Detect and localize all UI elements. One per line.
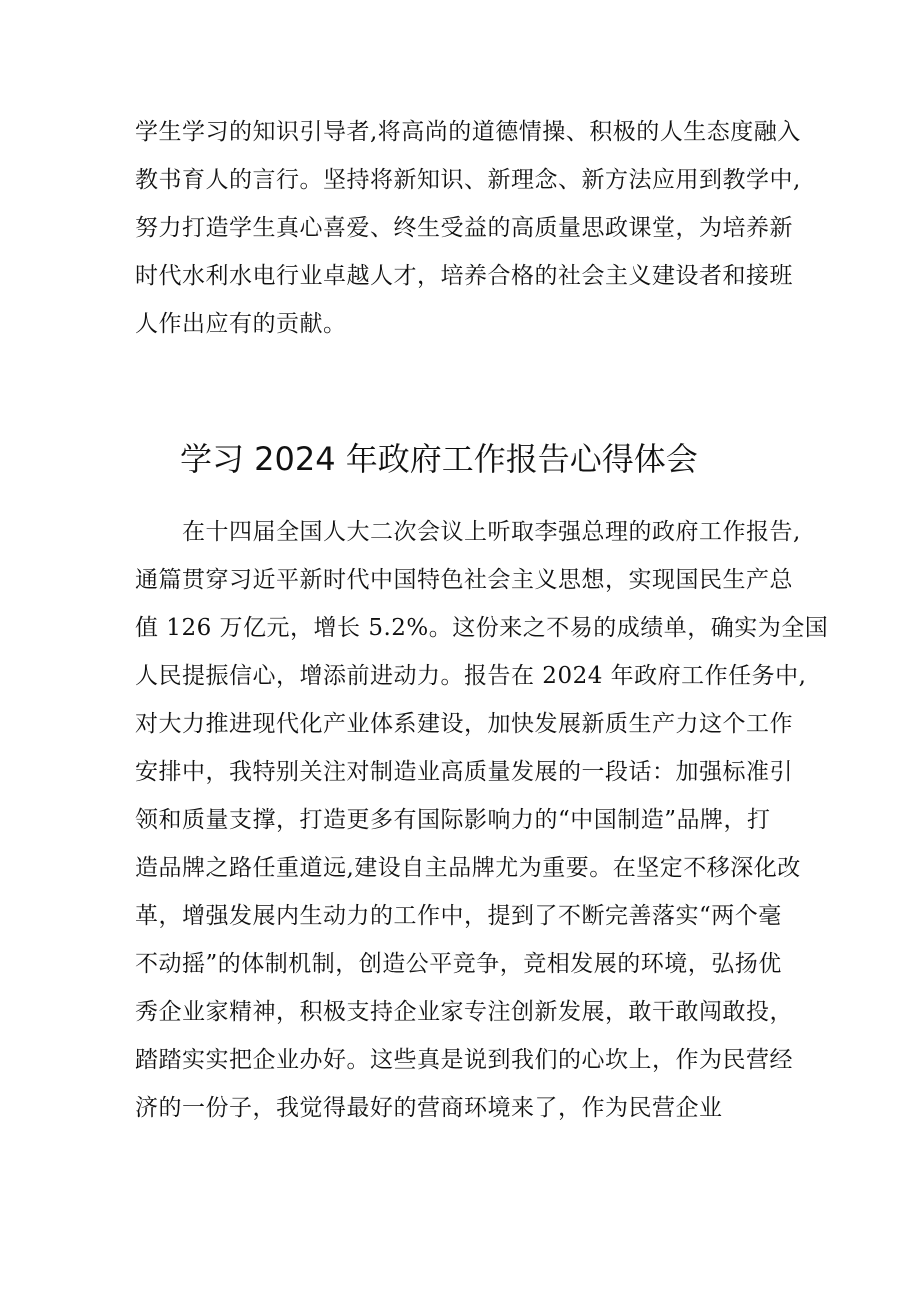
body-line: 安排中，我特别关注对制造业高质量发展的一段话：加强标准引 bbox=[135, 759, 793, 785]
body-line: 在十四届全国人大二次会议上听取李强总理的政府工作报告, bbox=[182, 519, 801, 545]
article-title: 学习 2024 年政府工作报告心得体会 bbox=[180, 440, 698, 479]
body-line: 人民提振信心，增添前进动力。报告在 2024 年政府工作任务中, bbox=[135, 663, 807, 689]
body-line: 济的一份子，我觉得最好的营商环境来了，作为民营企业 bbox=[135, 1095, 723, 1121]
lead-paragraph bbox=[135, 108, 801, 348]
body-line: 革，增强发展内生动力的工作中，提到了不断完善落实“两个毫 bbox=[135, 903, 782, 929]
body-line: 值 126 万亿元，增长 5.2%。这份来之不易的成绩单，确实为全国 bbox=[135, 615, 829, 641]
body-line: 踏踏实实把企业办好。这些真是说到我们的心坎上，作为民营经 bbox=[135, 1047, 793, 1073]
body-line: 造品牌之路任重道远,建设自主品牌尤为重要。在坚定不移深化改 bbox=[135, 855, 801, 881]
body-line: 不动摇”的体制机制，创造公平竞争，竞相发展的环境，弘扬优 bbox=[135, 951, 782, 977]
lead-line: 人作出应有的贡献。 bbox=[135, 311, 347, 337]
body-line: 通篇贯穿习近平新时代中国特色社会主义思想，实现国民生产总 bbox=[135, 567, 793, 593]
body-line: 领和质量支撑，打造更多有国际影响力的“中国制造”品牌，打 bbox=[135, 807, 771, 833]
body-line: 对大力推进现代化产业体系建设，加快发展新质生产力这个工作 bbox=[135, 711, 793, 737]
lead-line: 教书育人的言行。坚持将新知识、新理念、新方法应用到教学中, bbox=[135, 167, 801, 193]
lead-line: 时代水利水电行业卓越人才，培养合格的社会主义建设者和接班 bbox=[135, 263, 793, 289]
lead-line: 学生学习的知识引导者,将高尚的道德情操、积极的人生态度融入 bbox=[135, 119, 801, 145]
body-line: 秀企业家精神，积极支持企业家专注创新发展，敢干敢闯敢投， bbox=[135, 999, 793, 1025]
lead-line: 努力打造学生真心喜爱、终生受益的高质量思政课堂，为培养新 bbox=[135, 215, 793, 241]
article-body bbox=[135, 508, 829, 1132]
